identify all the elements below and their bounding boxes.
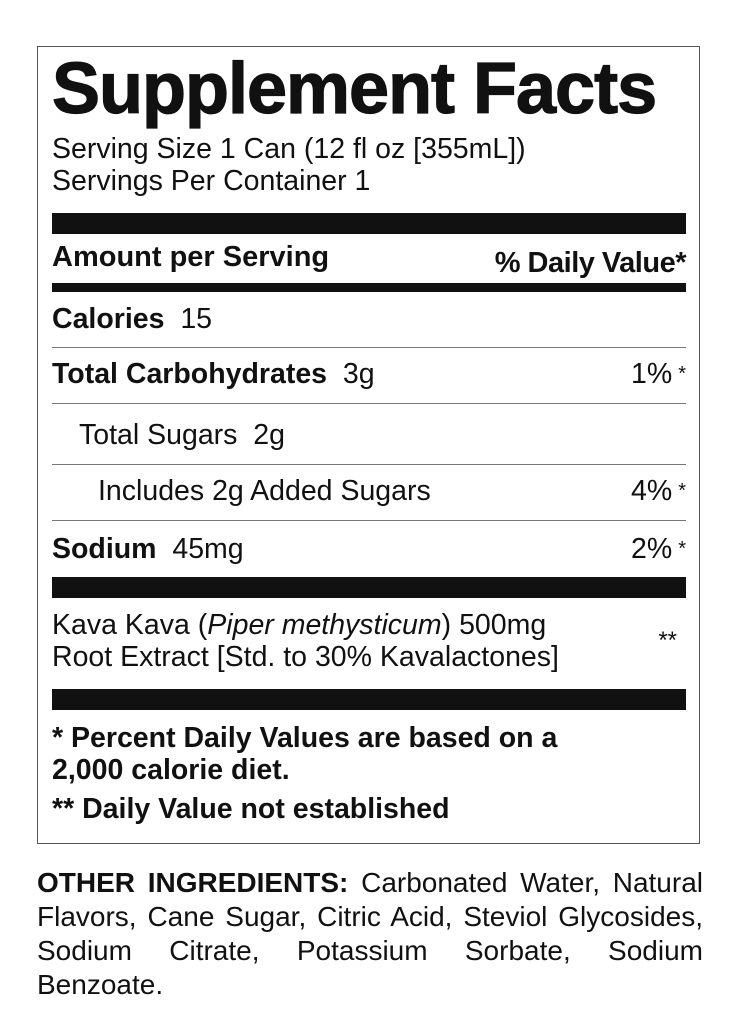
carbohydrates-dv: 1% * xyxy=(631,358,686,390)
serving-size: Serving Size 1 Can (12 fl oz [355mL]) xyxy=(52,133,526,165)
added-sugars-dv: 4% * xyxy=(631,475,686,507)
other-ingredients xyxy=(37,866,703,1002)
carbohydrates-value: 3g xyxy=(342,358,375,390)
calories-value: 15 xyxy=(180,303,213,335)
other-ingredients-label: OTHER INGREDIENTS: xyxy=(37,867,349,898)
kava-dv-mark: ** xyxy=(658,627,677,654)
added-sugars-row xyxy=(52,471,686,511)
carbohydrates-row xyxy=(52,354,686,394)
servings-per-container: Servings Per Container 1 xyxy=(52,165,371,197)
panel-title: Supplement Facts xyxy=(52,49,657,129)
row-divider xyxy=(52,403,686,404)
total-sugars-row xyxy=(52,415,686,455)
column-header-row xyxy=(52,237,686,277)
total-sugars-value: 2g xyxy=(253,419,285,451)
not-established-footnote: ** Daily Value not established xyxy=(52,793,450,825)
thick-divider xyxy=(52,689,686,710)
total-sugars-label: Total Sugars xyxy=(79,419,238,451)
calories-label: Calories xyxy=(52,303,165,335)
sodium-value: 45mg xyxy=(172,533,244,565)
sodium-dv: 2% * xyxy=(631,533,686,565)
sodium-row xyxy=(52,529,686,569)
daily-value-header: % Daily Value* xyxy=(494,247,686,279)
kava-line-1: Kava Kava (Piper methysticum) 500mg xyxy=(52,609,547,641)
amount-per-serving-header: Amount per Serving xyxy=(52,241,330,273)
supplement-facts-panel xyxy=(37,46,700,844)
kava-latin-name: Piper methysticum xyxy=(207,609,442,641)
added-sugars-label: Includes 2g Added Sugars xyxy=(98,475,431,507)
other-ingredients-text: Carbonated Water, Natural Flavors, Cane Sugar, Citric Acid, Steviol Glycosides, Sodium Citrate, Potassium Sorbate, Sodium Benzoate. xyxy=(37,867,703,1000)
thick-divider xyxy=(52,577,686,598)
kava-line-2: Root Extract [Std. to 30% Kavalactones] xyxy=(52,641,559,673)
daily-value-footnote: * Percent Daily Values are based on a 2,000 calorie diet. xyxy=(52,722,558,786)
row-divider xyxy=(52,347,686,348)
serving-info xyxy=(52,133,526,197)
sodium-label: Sodium xyxy=(52,533,157,565)
thick-divider xyxy=(52,213,686,234)
row-divider xyxy=(52,520,686,521)
kava-extract-row xyxy=(52,609,559,673)
row-divider xyxy=(52,464,686,465)
medium-divider xyxy=(52,283,686,292)
carbohydrates-label: Total Carbohydrates xyxy=(52,358,328,390)
calories-row xyxy=(52,299,686,339)
